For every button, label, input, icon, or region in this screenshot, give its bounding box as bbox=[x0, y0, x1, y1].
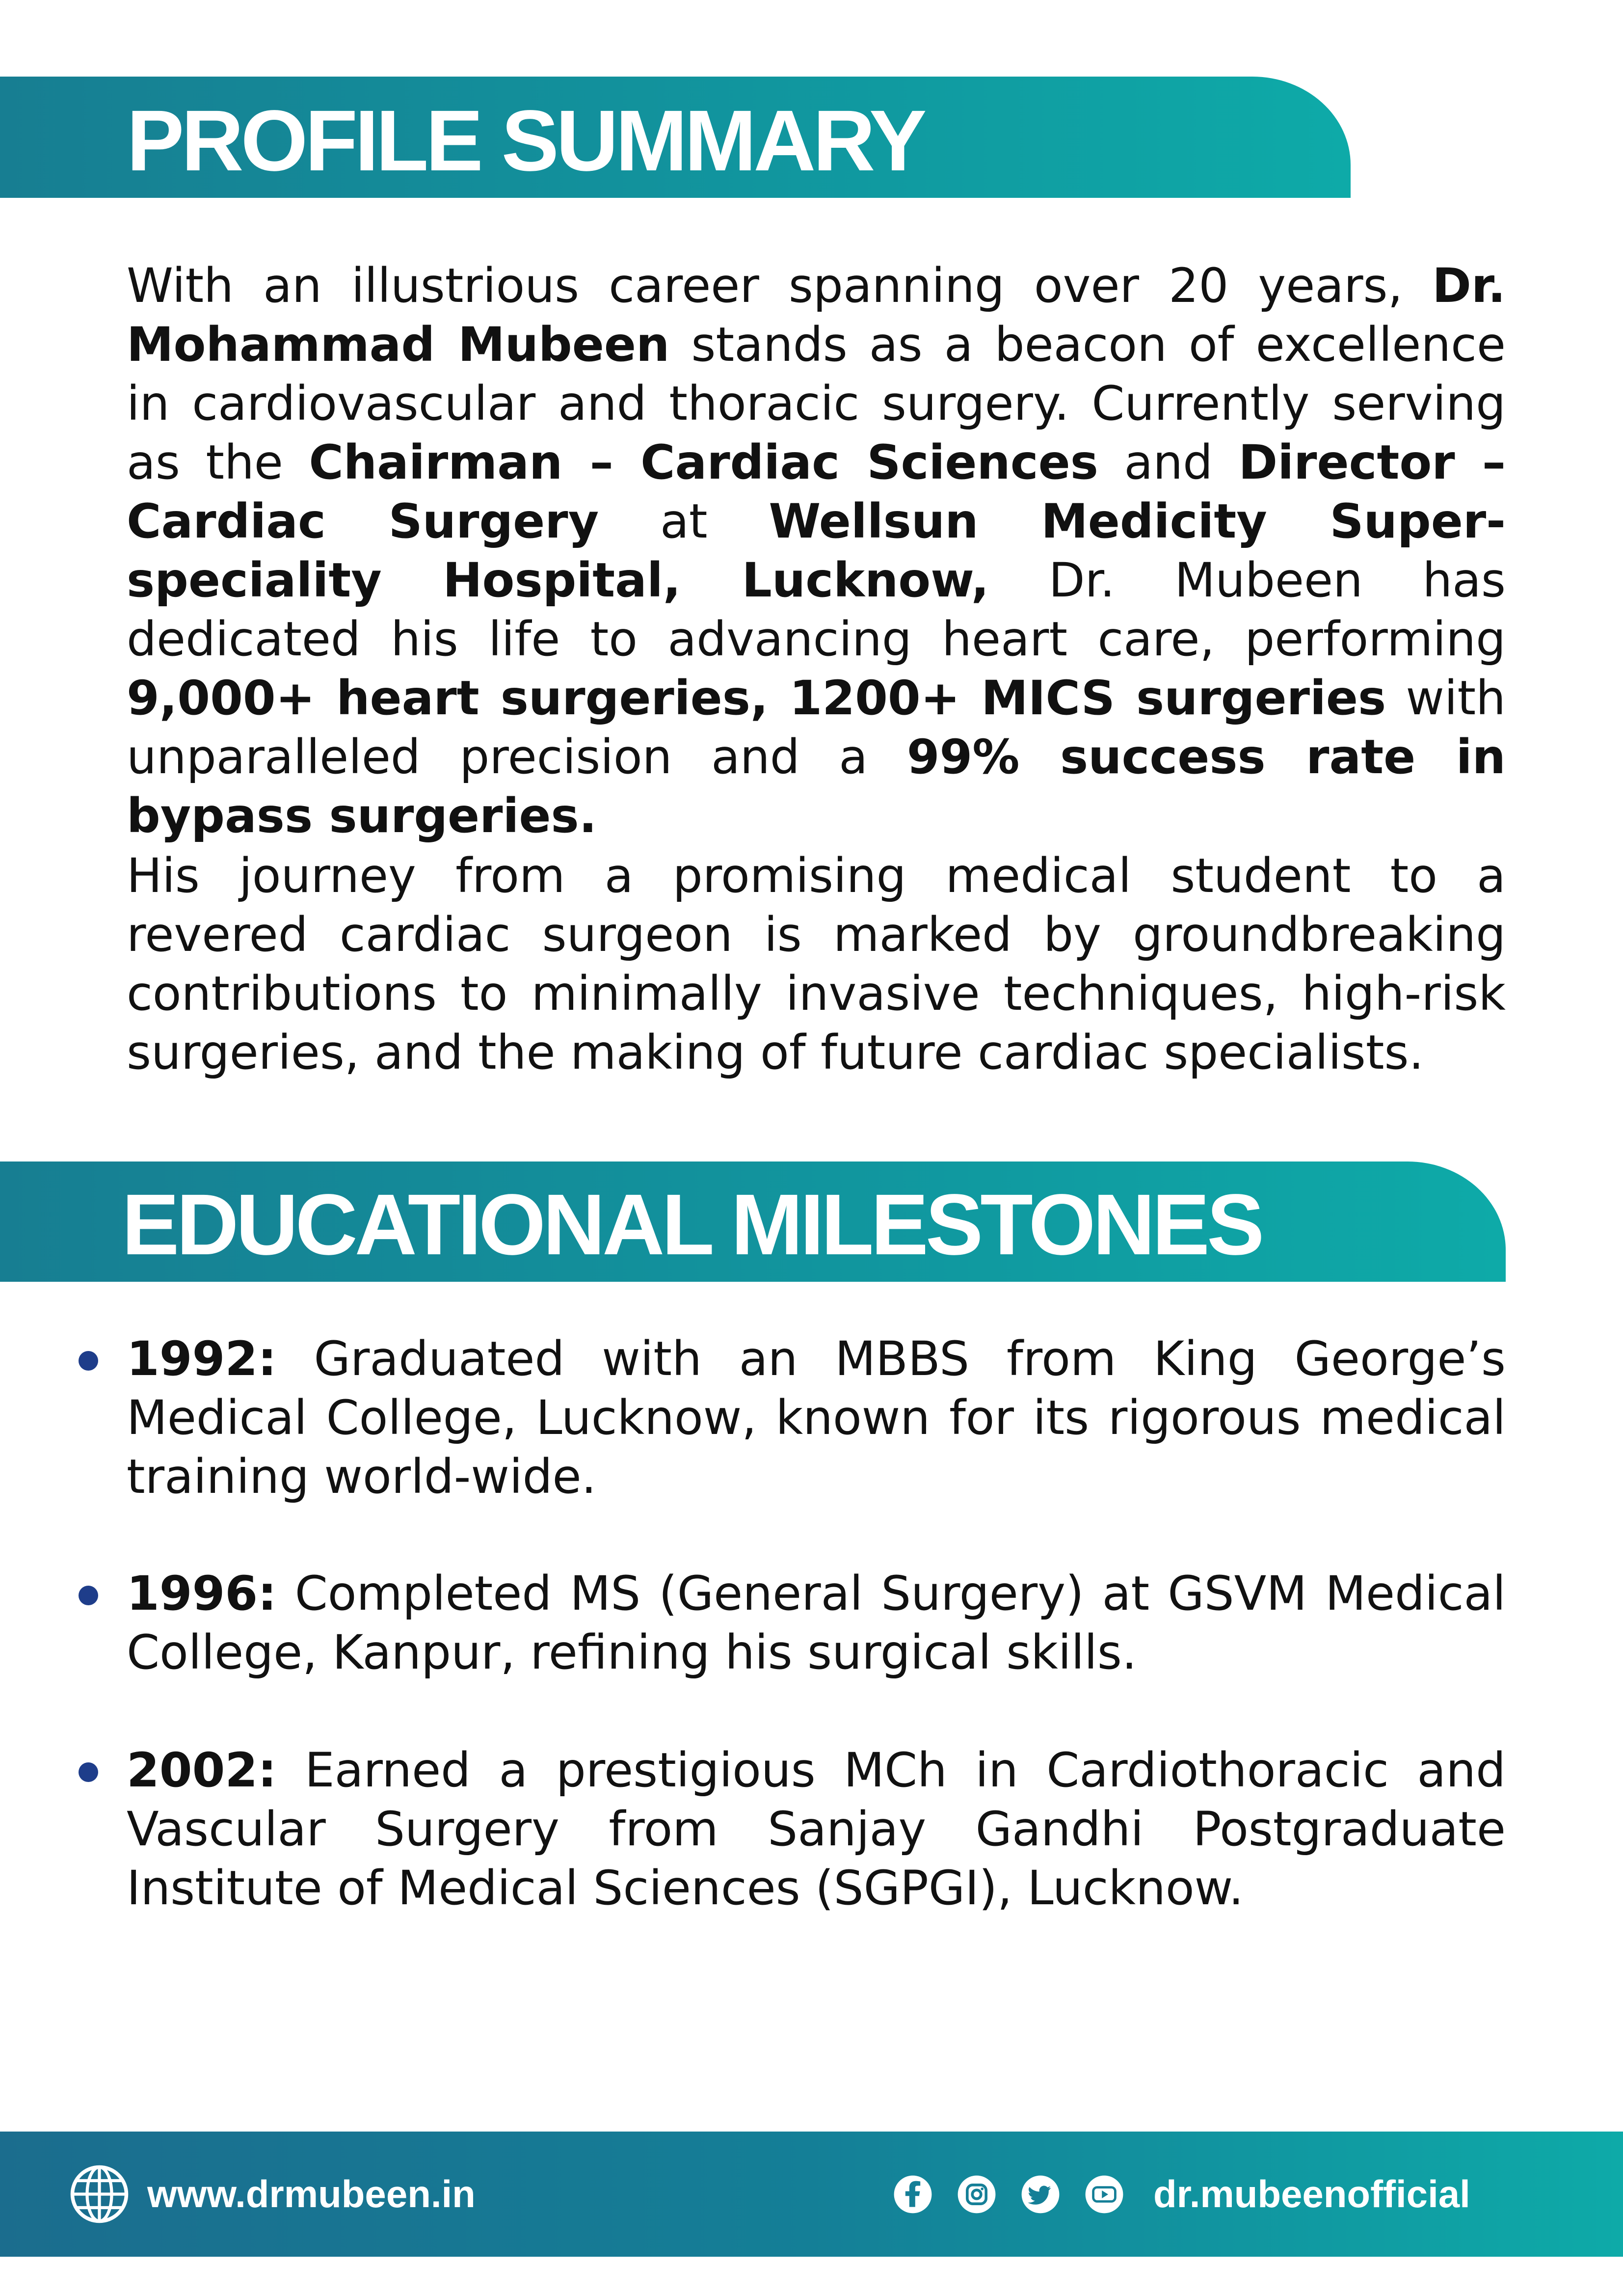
profile-paragraph-2: His journey from a promising medical student to a revered cardiac surgeon is marked by groundbreaking contributions to minimally invasive techniques, high-risk surgeries, and the making of future cardiac specialists. bbox=[127, 848, 1506, 1080]
text-segment: and bbox=[1098, 435, 1239, 490]
milestone-item bbox=[127, 1741, 1506, 1918]
globe-icon bbox=[69, 2163, 130, 2225]
milestone-text: Earned a prestigious MCh in Cardiothoracic and Vascular Surgery from Sanjay Gandhi Postgraduate Institute of Medical Sciences (SGPGI), Lucknow. bbox=[127, 1743, 1506, 1916]
role-chairman: Chairman – Cardiac Sciences bbox=[309, 435, 1098, 490]
bullet-icon bbox=[79, 1586, 98, 1605]
footer-bar bbox=[0, 2132, 1623, 2257]
youtube-icon[interactable] bbox=[1085, 2175, 1124, 2214]
instagram-icon[interactable] bbox=[957, 2175, 996, 2214]
success-rate-stat: 99% success rate in bypass surgeries. bbox=[127, 729, 1506, 843]
milestone-year: 2002: bbox=[127, 1743, 277, 1798]
text-segment: With an illustrious career spanning over 20 years, bbox=[127, 258, 1433, 313]
milestone-year: 1992: bbox=[127, 1331, 277, 1386]
profile-summary-title: PROFILE SUMMARY bbox=[127, 93, 924, 189]
milestone-text: Graduated with an MBBS from King George’s Medical College, Lucknow, known for its rigorous medical training world-wide. bbox=[127, 1331, 1506, 1504]
facebook-icon[interactable] bbox=[893, 2175, 932, 2214]
milestone-item bbox=[127, 1564, 1506, 1682]
educational-milestones-title: EDUCATIONAL MILESTONES bbox=[122, 1177, 1262, 1273]
milestone-item bbox=[127, 1329, 1506, 1506]
milestone-year: 1996: bbox=[127, 1566, 277, 1621]
social-handle[interactable]: dr.mubeenofficial bbox=[1153, 2172, 1470, 2215]
bullet-icon bbox=[79, 1762, 98, 1782]
twitter-icon[interactable] bbox=[1021, 2175, 1060, 2214]
text-segment: at bbox=[599, 494, 769, 549]
profile-paragraph-1 bbox=[127, 256, 1506, 845]
text-segment: with unparalleled precision and a bbox=[127, 671, 1506, 784]
text-segment: Dr. Mubeen has dedicated his life to advancing heart care, performing bbox=[127, 553, 1506, 667]
educational-milestones-banner bbox=[0, 1162, 1506, 1282]
role-director: Director – Cardiac Surgery bbox=[127, 435, 1506, 549]
milestone-text: Completed MS (General Surgery) at GSVM Medical College, Kanpur, refining his surgical skills. bbox=[127, 1566, 1506, 1680]
surgery-count-stat: 9,000+ heart surgeries, 1200+ MICS surgeries bbox=[127, 671, 1386, 726]
profile-summary-banner bbox=[0, 77, 1351, 198]
text-segment: stands as a beacon of excellence in cardiovascular and thoracic surgery. Currently serving as the bbox=[127, 317, 1506, 490]
bullet-icon bbox=[79, 1351, 98, 1371]
website-link[interactable]: www.drmubeen.in bbox=[147, 2172, 476, 2215]
doctor-name: Dr. Mohammad Mubeen bbox=[127, 258, 1506, 372]
hospital-name: Wellsun Medicity Super-speciality Hospital, Lucknow, bbox=[127, 494, 1506, 608]
